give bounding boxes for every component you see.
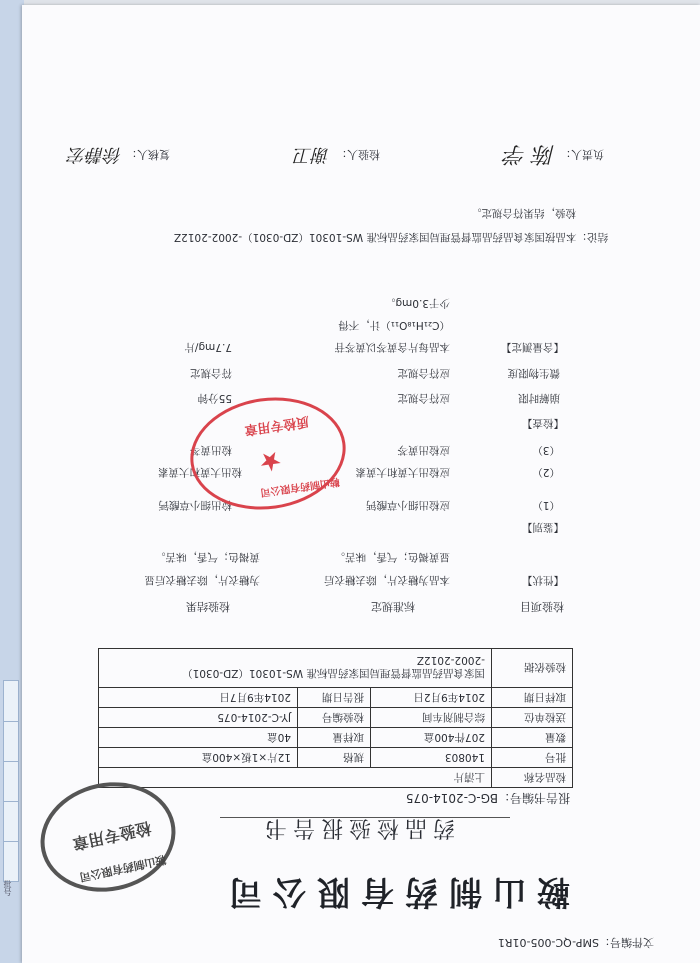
gray-inspection-stamp: 鞍山制药有限公司 检验专用章 bbox=[30, 770, 185, 904]
header-result: 检验结果 bbox=[186, 600, 230, 613]
checker-signature: 谢卫 bbox=[294, 144, 330, 165]
section-inspection: 【检查】 bbox=[522, 417, 564, 429]
table-row: 数量 207件400盒 取样量 40盒 bbox=[99, 728, 573, 748]
conclusion: 结论：本品按国家食品药品监督管理局国家药品标准 WS-10301（ZD-0301）-2002-2012Z bbox=[173, 231, 608, 243]
report-number: 报告书编号：BG-C-2014-075 bbox=[405, 791, 570, 805]
reviewer-signature: 陈 学 bbox=[504, 141, 555, 166]
report-title: 药品检验报告书 bbox=[258, 815, 455, 840]
red-qc-stamp: 鞍山制药有限公司 ★ 质检专用章 bbox=[183, 388, 353, 520]
section-appearance: 【性状】 bbox=[522, 574, 564, 586]
table-row: 检验依据 国家食品药品监督管理局国家药品标准 WS-10301（ZD-0301） -2002-2012Z bbox=[99, 649, 573, 688]
stripe-label: 批号 bbox=[3, 880, 12, 896]
approver-signature: 徐静宏 bbox=[68, 144, 122, 165]
title-underline bbox=[220, 817, 510, 818]
reviewer-label: 负责人： bbox=[560, 148, 604, 161]
star-icon: ★ bbox=[256, 444, 285, 478]
company-name: 鞍山制药有限公司 bbox=[218, 873, 570, 912]
header-standard: 标准规定 bbox=[371, 600, 415, 613]
sample-info-table bbox=[98, 648, 573, 788]
scanner-left-edge bbox=[0, 0, 24, 963]
checker-label: 检验人： bbox=[336, 148, 380, 161]
table-row: 送检单位 综合制剂车间 检验编号 JY-C-2014-075 bbox=[99, 708, 573, 728]
section-assay: 【含量测定】 bbox=[501, 341, 564, 353]
table-row: 批号 140803 规格 12片×1板×400盒 bbox=[99, 748, 573, 768]
approver-label: 复核人： bbox=[126, 148, 170, 161]
report-document: 文件编号：SMP-QC-005-01R1 鞍山制药有限公司 药品检验报告书 报告书编号：BG-C-2014-075 检品名称 上清片 批号 140803 规格 12片×1板×400盒 数量 207件400盒 取样量 40盒 送检单位 综合制剂车间 检验编号 JY-C-2014-075 取样日期 2014年9月2日 报告日期 2014年9月7日 检验依据 国家食品药品监督管理局国家药品标准 WS-10301（ZD-0301） -2002-2012Z 检验项目 标准规定 检验结果 【性状】 本品为糖衣片，除去糖衣后 显黄褐色；气香，味苦。 为糖衣片，除去糖衣后显 黄褐色；气香，味苦。 【鉴别】 （1） 应检出细小草酸钙 检出细小草酸钙 （2） 应检出大黄和大黄素 检出大黄和大黄素 （3） 应检出黄芩 检出黄芩 【检查】 崩解时限 应符合规定 55分钟 微生物限度 应符合规定 符合规定 【含量测定】 本品每片含黄芩以黄芩苷 （C₂₁H₁₈O₁₁）计，不得 少于3.0mg。 7.7mg/片 结论：本品按国家食品药品监督管理局国家药品标准 WS-10301（ZD-0301）-2002-2012Z 检验，结果符合规定。 负责人： 陈 学 检验人： 谢卫 复核人： 徐静宏 bbox=[68, 141, 654, 949]
section-identification: 【鉴别】 bbox=[522, 521, 564, 533]
document-number: 文件编号：SMP-QC-005-01R1 bbox=[497, 936, 654, 949]
underlying-page-strip bbox=[3, 680, 19, 882]
table-row: 检品名称 上清片 bbox=[99, 768, 573, 788]
header-item: 检验项目 bbox=[520, 600, 564, 613]
table-row: 取样日期 2014年9月2日 报告日期 2014年9月7日 bbox=[99, 688, 573, 708]
